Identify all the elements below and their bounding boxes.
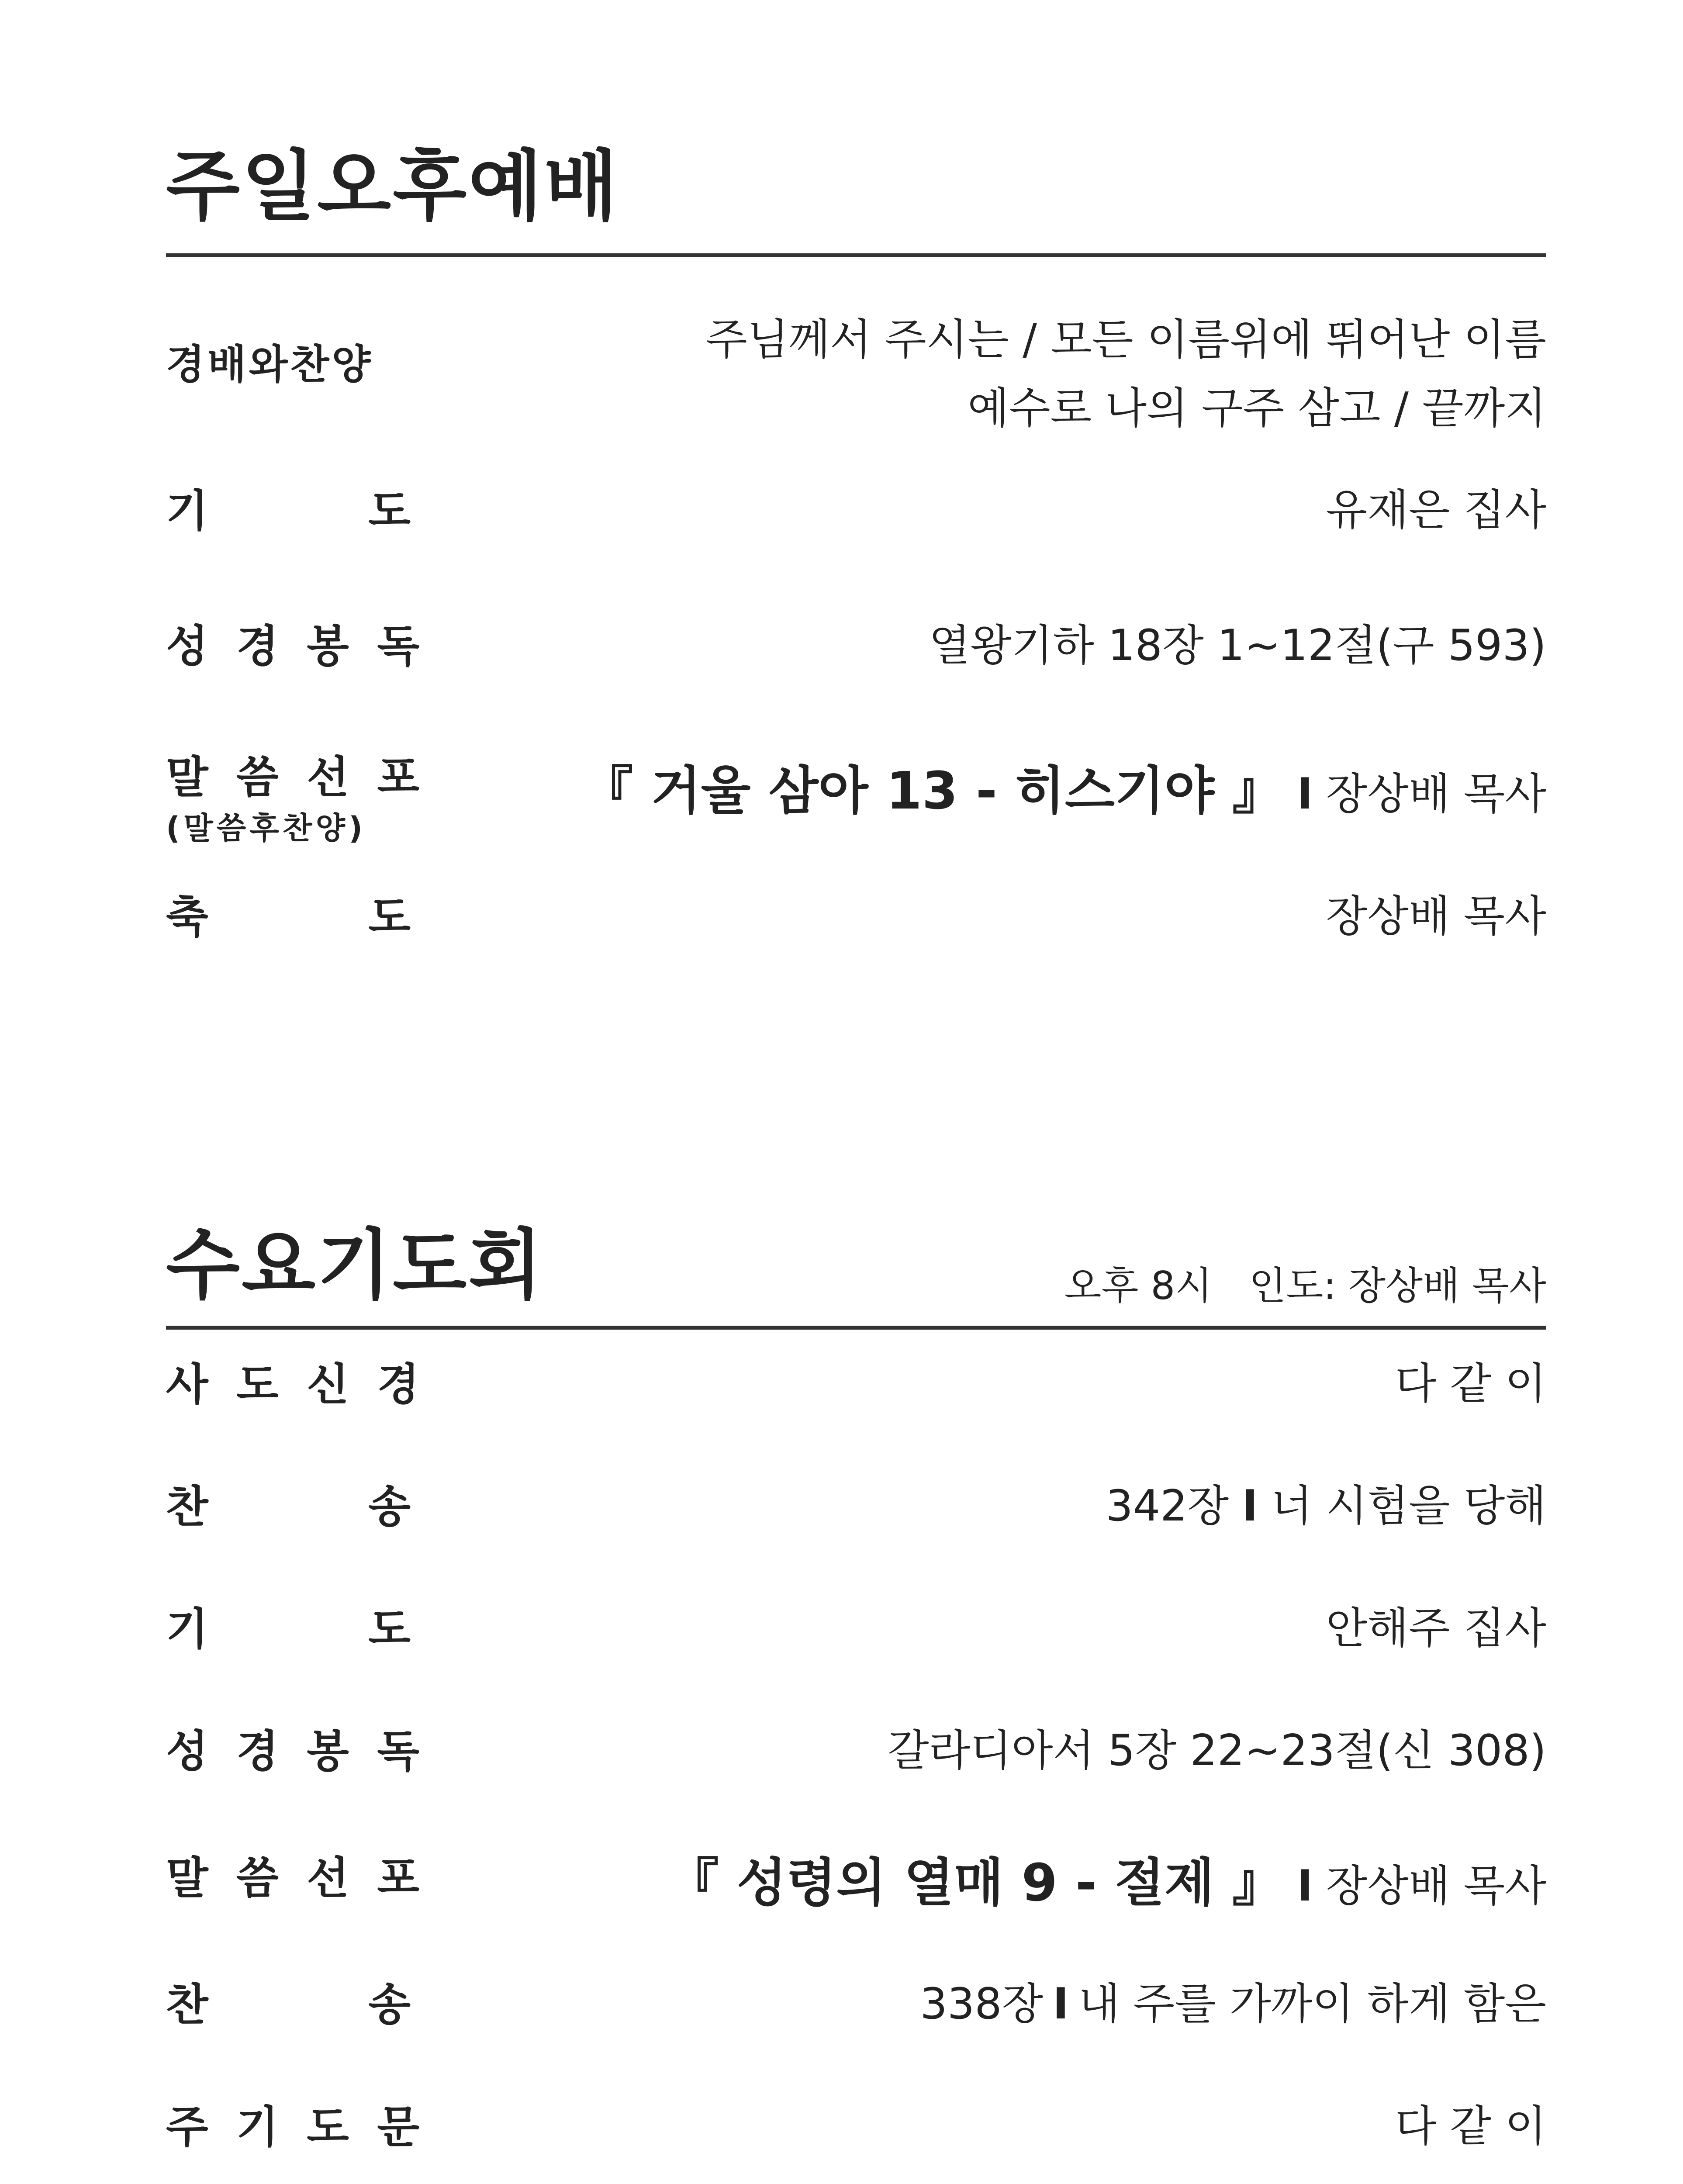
row-label xyxy=(166,2101,419,2153)
service-row-prayer xyxy=(166,1603,1546,1660)
sermon-title: 『 거울 삼아 13 - 히스기야 』 xyxy=(581,760,1284,821)
label-char: 성 xyxy=(166,621,208,672)
hymn-number: 338장 xyxy=(920,1979,1044,2029)
label-char: 경 xyxy=(377,1359,419,1410)
label-char: 성 xyxy=(166,1726,208,1777)
row-label xyxy=(166,1979,411,2031)
section-subtitle: 오후 8시 인도: 장상배 목사 xyxy=(1064,1263,1546,1308)
label-char: 경 xyxy=(236,1726,279,1777)
row-label xyxy=(166,1603,411,1655)
label-char: 독 xyxy=(377,621,419,672)
row-label: 경배와찬양 xyxy=(166,341,373,388)
sermon-title: 『 성령의 열매 9 - 절제 』 xyxy=(667,1852,1284,1913)
service-row-sermon xyxy=(166,1852,1546,1913)
service-row-creed xyxy=(166,1358,1546,1415)
section-divider xyxy=(166,253,1546,257)
label-char: 도 xyxy=(368,892,411,943)
label-char: 기 xyxy=(236,2101,279,2153)
section-divider xyxy=(166,1326,1546,1330)
label-char: 축 xyxy=(166,892,208,943)
label-char: 경 xyxy=(236,621,279,672)
section-title: 수요기도회 xyxy=(166,1221,544,1310)
song-line-1: 주님께서 주시는 / 모든 이름위에 뛰어난 이름 xyxy=(706,315,1546,365)
label-char: 포 xyxy=(377,752,419,803)
label-char: 포 xyxy=(377,1852,419,1904)
row-label xyxy=(166,1358,419,1411)
row-label xyxy=(166,891,411,943)
label-char: 도 xyxy=(236,1359,279,1410)
label-char: 봉 xyxy=(307,1726,349,1777)
row-sublabel: (말씀후찬양) xyxy=(166,810,366,846)
separator: I xyxy=(1053,1979,1069,2029)
row-label xyxy=(166,485,411,537)
row-label xyxy=(166,620,419,673)
section-wednesday-prayer xyxy=(166,1221,1546,2184)
service-row-scripture xyxy=(166,1725,1546,1782)
row-label xyxy=(166,1725,419,1778)
service-row-hymn-1 xyxy=(166,1481,1546,1538)
row-value: 안해주 집사 xyxy=(1326,1603,1546,1653)
row-value: 갈라디아서 5장 22~23절(신 308) xyxy=(887,1726,1546,1776)
label-char: 도 xyxy=(307,2101,349,2153)
label-char: 송 xyxy=(368,1481,411,1532)
row-value xyxy=(667,1852,1546,1914)
label-char: 기 xyxy=(166,485,208,536)
row-value: 다 같 이 xyxy=(1395,1359,1546,1409)
preacher-name: 장상배 목사 xyxy=(1326,769,1546,819)
label-char: 사 xyxy=(166,1359,208,1410)
label-char: 말 xyxy=(166,752,208,803)
row-value xyxy=(581,760,1546,822)
row-label xyxy=(166,1481,411,1533)
row-value: 다 같 이 xyxy=(1395,2101,1546,2151)
label-char: 선 xyxy=(307,1852,349,1904)
label-char: 문 xyxy=(377,2101,419,2153)
label-char: 찬 xyxy=(166,1979,208,2030)
row-value: 장상배 목사 xyxy=(1326,892,1546,941)
section-sunday-afternoon xyxy=(166,142,1546,978)
separator: I xyxy=(1297,1861,1313,1911)
separator: I xyxy=(1242,1481,1258,1531)
label-char: 선 xyxy=(307,752,349,803)
hymn-title: 너 시험을 당해 xyxy=(1271,1481,1546,1531)
row-value: 유재은 집사 xyxy=(1326,485,1546,535)
preacher-name: 장상배 목사 xyxy=(1326,1861,1546,1911)
label-char: 송 xyxy=(368,1979,411,2030)
row-value xyxy=(1106,1481,1546,1532)
service-row-prayer xyxy=(166,485,1546,542)
row-label xyxy=(166,751,419,804)
label-char: 씀 xyxy=(236,752,279,803)
service-row-lords-prayer xyxy=(166,2101,1546,2158)
row-value xyxy=(920,1979,1547,2030)
hymn-title: 내 주를 가까이 하게 함은 xyxy=(1078,1979,1546,2029)
label-char: 찬 xyxy=(166,1481,208,1532)
label-char: 봉 xyxy=(307,621,349,672)
service-row-scripture xyxy=(166,620,1546,677)
label-char: 주 xyxy=(166,2101,208,2153)
hymn-number: 342장 xyxy=(1106,1481,1229,1531)
service-row-hymn-2 xyxy=(166,1979,1546,2035)
service-row-benediction xyxy=(166,891,1546,948)
label-char: 신 xyxy=(307,1359,349,1410)
label-char: 도 xyxy=(368,1603,411,1655)
label-char: 씀 xyxy=(236,1852,279,1904)
row-value xyxy=(706,306,1546,443)
section-title: 주일오후예배 xyxy=(166,142,620,231)
service-row-sermon xyxy=(166,751,1546,856)
label-char: 도 xyxy=(368,485,411,536)
song-line-2: 예수로 나의 구주 삼고 / 끝까지 xyxy=(968,383,1546,433)
service-row-praise xyxy=(166,306,1546,437)
row-value: 열왕기하 18장 1~12절(구 593) xyxy=(929,621,1546,670)
label-char: 말 xyxy=(166,1852,208,1904)
row-label xyxy=(166,1852,419,1904)
label-char: 독 xyxy=(377,1726,419,1777)
separator: I xyxy=(1297,769,1313,819)
label-char: 기 xyxy=(166,1603,208,1655)
